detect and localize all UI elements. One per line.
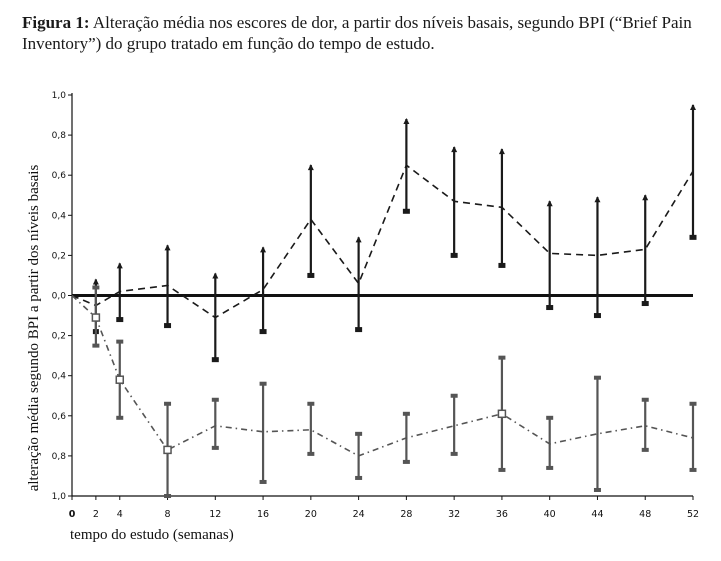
error-cap-lower (164, 494, 171, 498)
error-cap-upper (308, 164, 314, 170)
data-point (406, 437, 408, 439)
data-point (310, 429, 312, 431)
error-cap-upper (260, 382, 267, 386)
figure-caption-text: Alteração média nos escores de dor, a partir dos níveis basais, segundo BPI (“Brief Pain Inventory”) do grupo tratado em função do tempo de estudo. (22, 13, 692, 53)
error-cap-lower (546, 305, 553, 310)
x-tick-label: 12 (209, 509, 222, 520)
error-cap-lower (355, 327, 362, 332)
data-point (644, 249, 646, 251)
data-point (692, 437, 694, 439)
x-tick-label: 48 (639, 509, 652, 520)
y-tick-label: 0,8 (51, 131, 66, 142)
x-tick-label: 44 (591, 509, 604, 520)
y-tick-label: 1,0 (51, 91, 66, 101)
error-cap-lower (594, 488, 601, 492)
data-point (406, 164, 408, 166)
error-cap-upper (212, 398, 219, 402)
error-cap-upper (451, 146, 457, 152)
error-cap-upper (451, 394, 458, 398)
x-tick-label: 24 (352, 509, 365, 520)
data-point (92, 314, 99, 321)
error-cap-lower (498, 468, 505, 472)
y-tick-label: 1,0 (51, 492, 66, 502)
x-tick-label: 0 (68, 509, 76, 520)
data-point (549, 443, 551, 445)
error-cap-upper (642, 194, 648, 200)
data-point (167, 285, 169, 287)
y-tick-label: 0,0 (51, 291, 66, 302)
error-cap-upper (642, 398, 649, 402)
data-point (310, 219, 312, 221)
data-point (549, 253, 551, 255)
error-cap-upper (212, 272, 218, 278)
error-cap-lower (164, 323, 171, 328)
error-cap-lower (642, 448, 649, 452)
error-cap-upper (355, 432, 362, 436)
data-point (215, 425, 217, 427)
x-axis-ticks (69, 496, 699, 520)
error-cap-upper (403, 412, 410, 416)
error-cap-lower (451, 253, 458, 258)
data-point (644, 425, 646, 427)
y-axis-label: alteração média segundo BPI a partir dos níveis basais (26, 164, 42, 492)
error-cap-lower (307, 452, 314, 456)
error-cap-upper (403, 118, 409, 124)
x-tick-label: 28 (400, 509, 413, 520)
series-2 (72, 285, 697, 498)
error-cap-upper (499, 148, 505, 154)
error-cap-upper (165, 244, 171, 250)
data-point (358, 455, 360, 457)
error-cap-upper (690, 104, 696, 110)
x-axis-label: tempo do estudo (semanas) (70, 527, 234, 543)
error-cap-lower (212, 357, 219, 362)
error-cap-upper (307, 402, 314, 406)
y-tick-label: 0,6 (51, 411, 66, 422)
figure-label: Figura 1: (22, 13, 90, 32)
x-tick-label: 4 (116, 509, 123, 520)
x-tick-label: 52 (686, 509, 700, 520)
y-tick-label: 0,8 (51, 451, 66, 462)
series-1 (72, 104, 697, 362)
data-point (215, 317, 217, 319)
x-tick-label: 2 (92, 509, 99, 520)
y-tick-label: 0,2 (51, 331, 66, 342)
error-cap-upper (356, 236, 362, 242)
x-tick-label: 36 (495, 509, 508, 520)
error-cap-lower (498, 263, 505, 268)
x-tick-label: 8 (164, 509, 171, 520)
error-cap-lower (92, 344, 99, 348)
y-tick-label: 0,6 (51, 171, 66, 182)
error-cap-lower (451, 452, 458, 456)
data-point (692, 170, 694, 172)
error-cap-lower (690, 235, 697, 240)
error-cap-lower (116, 416, 123, 420)
y-tick-label: 0,4 (51, 211, 66, 222)
data-point (116, 376, 123, 383)
error-cap-lower (116, 317, 123, 322)
error-cap-lower (403, 460, 410, 464)
error-cap-upper (164, 402, 171, 406)
x-tick-label: 40 (543, 509, 556, 520)
data-point (119, 291, 121, 293)
data-point (453, 425, 455, 427)
y-axis-ticks (52, 91, 72, 502)
data-point (262, 289, 264, 291)
x-tick-label: 16 (257, 509, 270, 520)
x-tick-label: 32 (448, 509, 461, 520)
error-cap-upper (594, 376, 601, 380)
data-point (358, 283, 360, 285)
error-cap-upper (594, 196, 600, 202)
chart-axes (72, 93, 693, 496)
error-cap-upper (546, 416, 553, 420)
error-cap-upper (93, 278, 99, 284)
error-cap-upper (690, 402, 697, 406)
error-cap-lower (212, 446, 219, 450)
error-cap-lower (690, 468, 697, 472)
error-cap-lower (594, 313, 601, 318)
error-cap-upper (260, 246, 266, 252)
x-tick-label: 20 (304, 509, 317, 520)
error-cap-lower (355, 476, 362, 480)
data-point (453, 200, 455, 202)
series-line (72, 296, 693, 456)
y-tick-label: 0,4 (51, 371, 66, 382)
chart-series (72, 104, 697, 498)
error-cap-upper (547, 200, 553, 206)
data-point (164, 446, 171, 453)
data-point (597, 433, 599, 435)
error-cap-upper (116, 340, 123, 344)
error-cap-lower (403, 209, 410, 214)
error-cap-lower (260, 329, 267, 334)
error-cap-upper (92, 285, 99, 289)
data-point (597, 255, 599, 257)
error-cap-lower (307, 273, 314, 278)
error-cap-upper (117, 262, 123, 268)
error-cap-lower (642, 301, 649, 306)
error-cap-lower (546, 466, 553, 470)
data-point (501, 206, 503, 208)
error-cap-lower (260, 480, 267, 484)
error-cap-upper (498, 356, 505, 360)
data-point (262, 431, 264, 433)
data-point (498, 410, 505, 417)
y-tick-label: 0,2 (51, 251, 66, 262)
